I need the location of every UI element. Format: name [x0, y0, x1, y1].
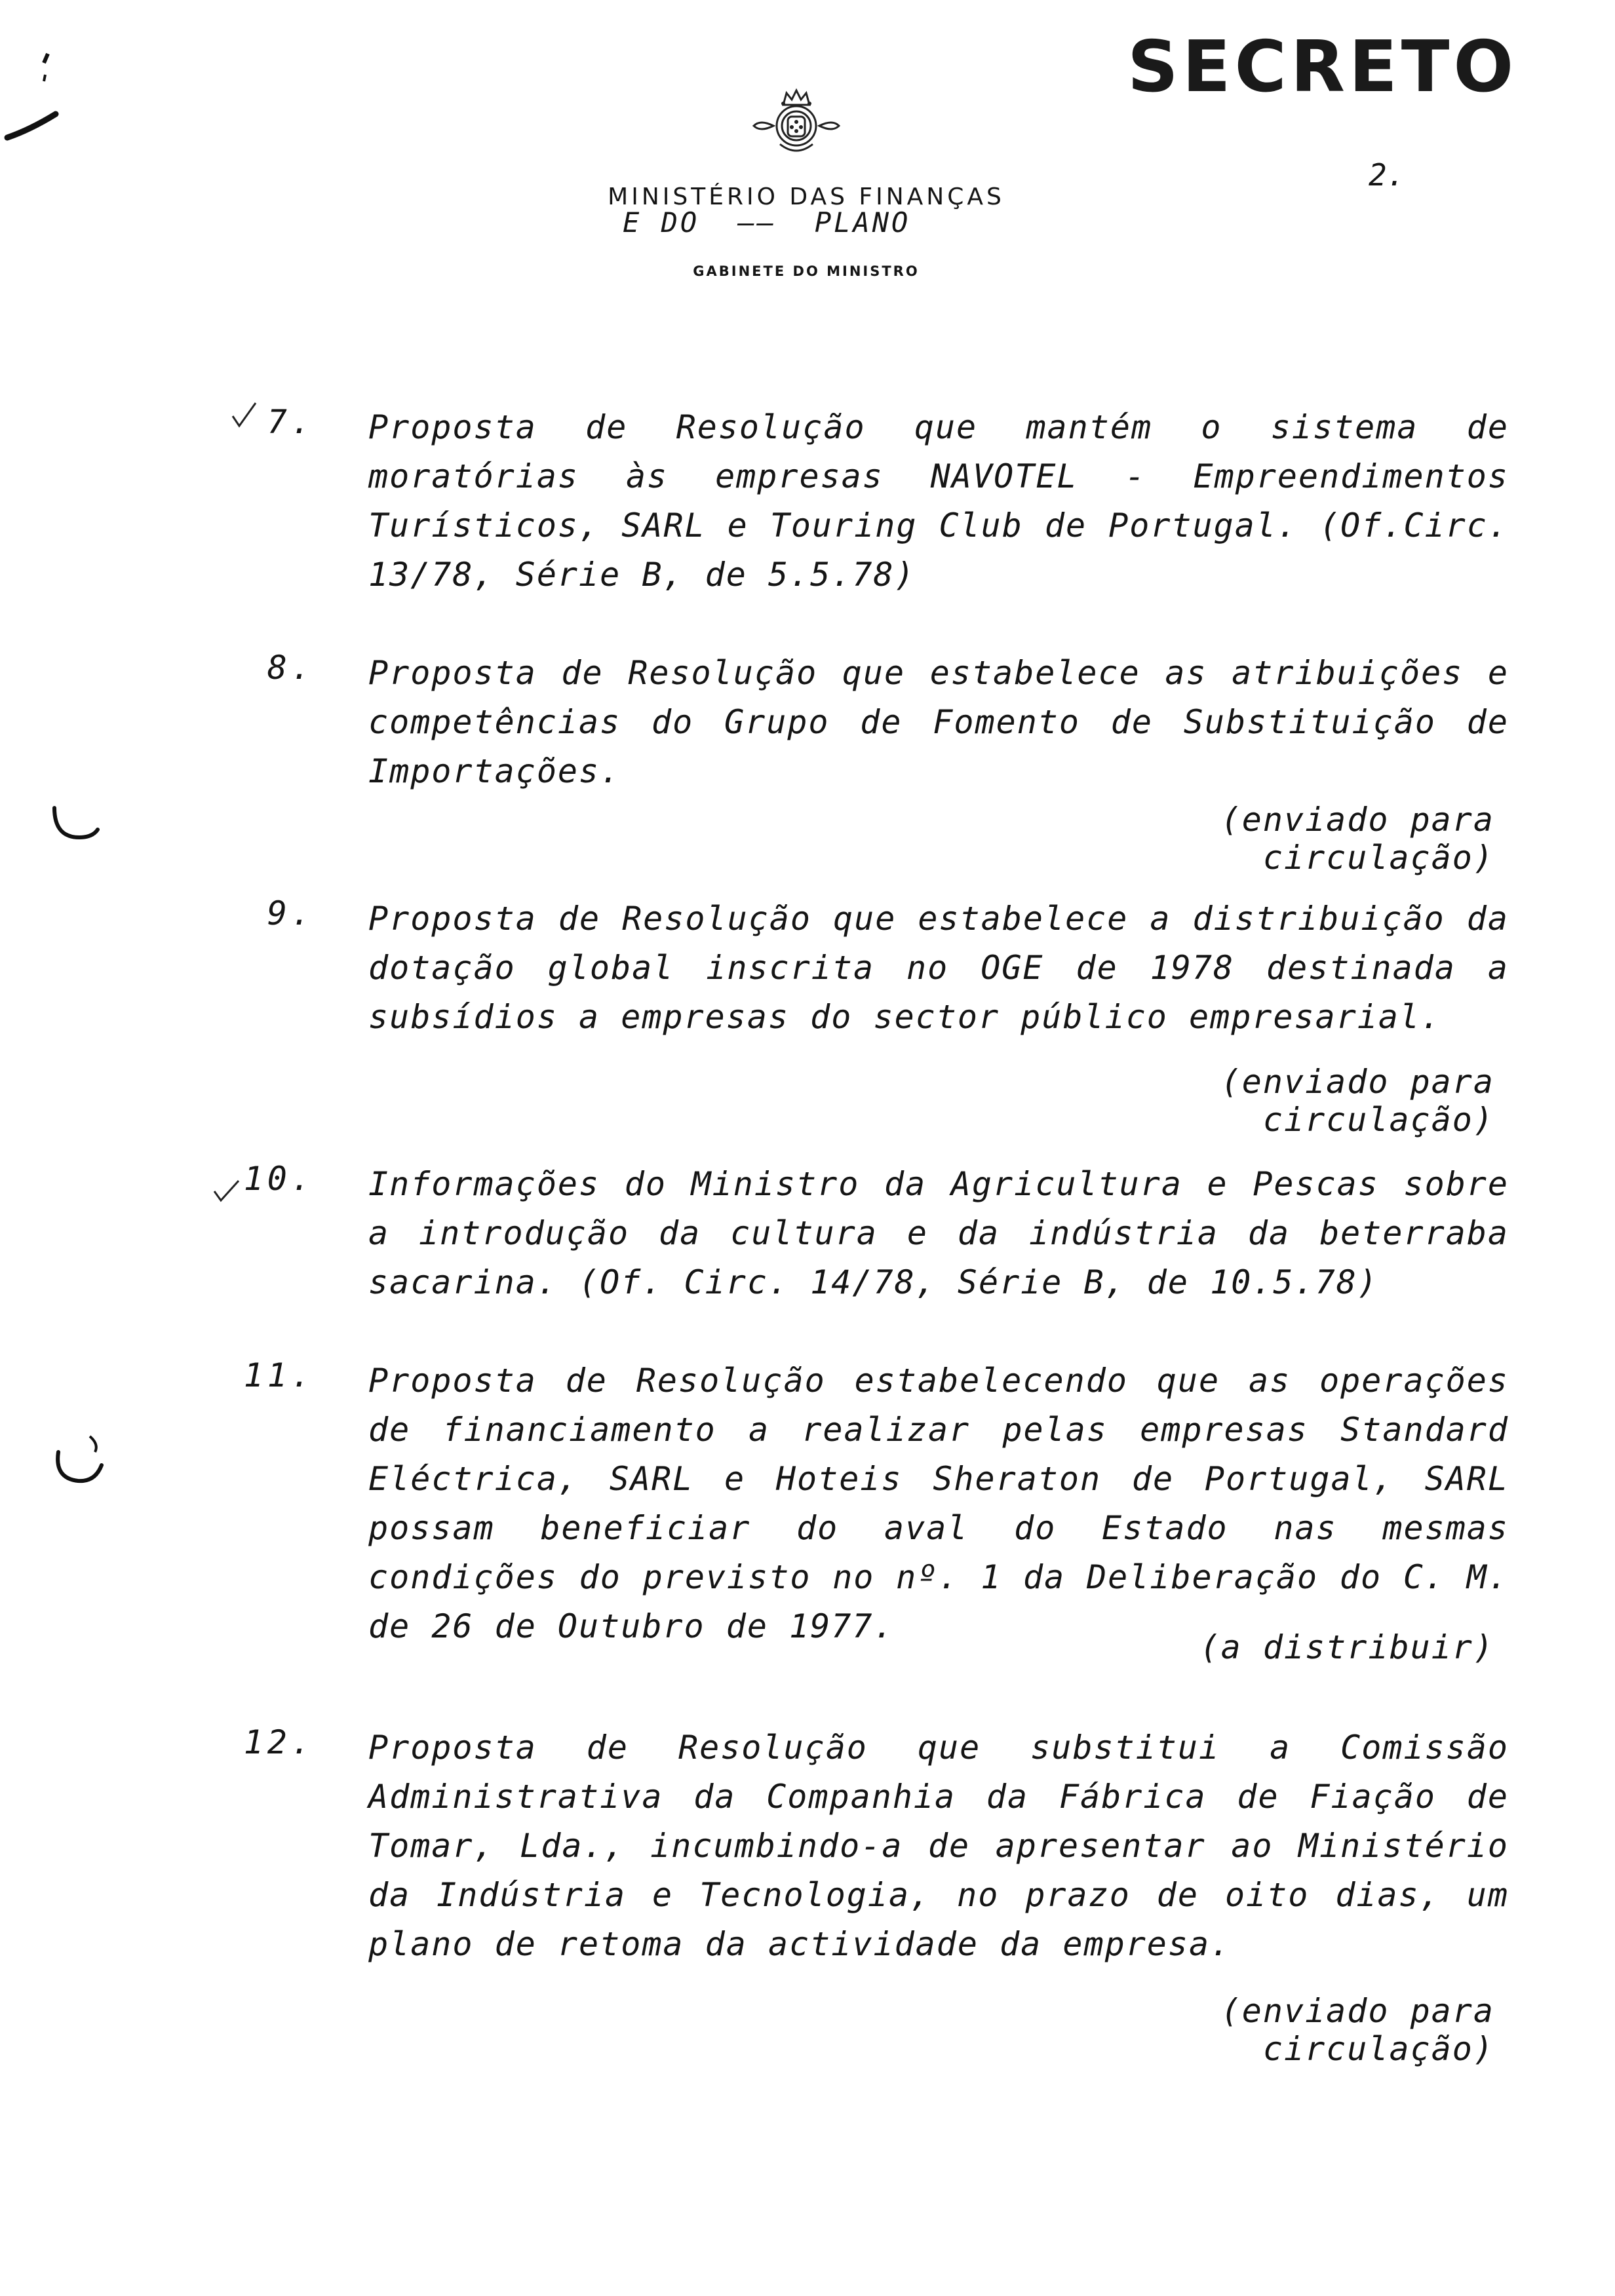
- ministry-name-line2: E DO —— PLANO: [623, 206, 911, 239]
- item-status: (enviado para circulação): [1220, 1992, 1494, 2068]
- item-status: (a distribuir): [1199, 1628, 1494, 1666]
- binder-hole-mark-icon: [49, 1422, 108, 1494]
- ministry-name: MINISTÉRIO DAS FINANÇAS: [608, 183, 1005, 210]
- checkmark-icon: [211, 1173, 244, 1206]
- item-text: Proposta de Resolução estabelecendo que as operações de financiamento a realizar pelas empresas Standard Eléctrica, SARL e Hoteis Sheraton de Portugal, SARL possam beneficiar do aval do Estado nas mesmas condições do previsto no nº. 1 da Deliberação do C. M. de 26 de Outubro de 1977.: [368, 1362, 1509, 1645]
- item-text: Proposta de Resolução que estabelece a distribuição da dotação global inscrita no OGE de 1978 destinada a subsídios a empresas do sector público empresarial.: [368, 900, 1509, 1036]
- item-number: 8.: [267, 649, 315, 687]
- item-number: 11.: [243, 1356, 315, 1394]
- item-text: Proposta de Resolução que mantém o sistema de moratórias às empresas NAVOTEL - Empreendimentos Turísticos, SARL e Touring Club de Portugal. (Of.Circ. 13/78, Série B, de 5.5.78): [368, 408, 1509, 594]
- binder-hole-mark-icon: [49, 803, 102, 849]
- item-text: Informações do Ministro da Agricultura e Pescas sobre a introdução da cultura e da indústria da beterraba sacarina. (Of. Circ. 14/78, Série B, de 10.5.78): [368, 1165, 1509, 1301]
- item-number: 12.: [243, 1723, 315, 1761]
- classification-stamp: SECRETO: [1127, 26, 1518, 108]
- item-number: 9.: [267, 894, 315, 932]
- item-number: 10.: [243, 1160, 315, 1198]
- item-status: (enviado para circulação): [1220, 801, 1494, 877]
- item-text: Proposta de Resolução que estabelece as atribuições e competências do Grupo de Fomento de Substituição de Importações.: [368, 654, 1509, 790]
- item-status: (enviado para circulação): [1220, 1063, 1494, 1139]
- cabinet-label: GABINETE DO MINISTRO: [693, 263, 920, 279]
- pen-stroke-icon: [3, 46, 62, 151]
- item-number: 7.: [267, 403, 315, 441]
- checkmark-icon: [229, 400, 262, 432]
- item-text: Proposta de Resolução que substitui a Comissão Administrativa da Companhia da Fábrica de Fiação de Tomar, Lda., incumbindo-a de apresentar ao Ministério da Indústria e Tecnologia, no prazo de oito dias, um plano de retoma da actividade da empresa.: [368, 1729, 1509, 1963]
- page-number: 2.: [1369, 157, 1405, 193]
